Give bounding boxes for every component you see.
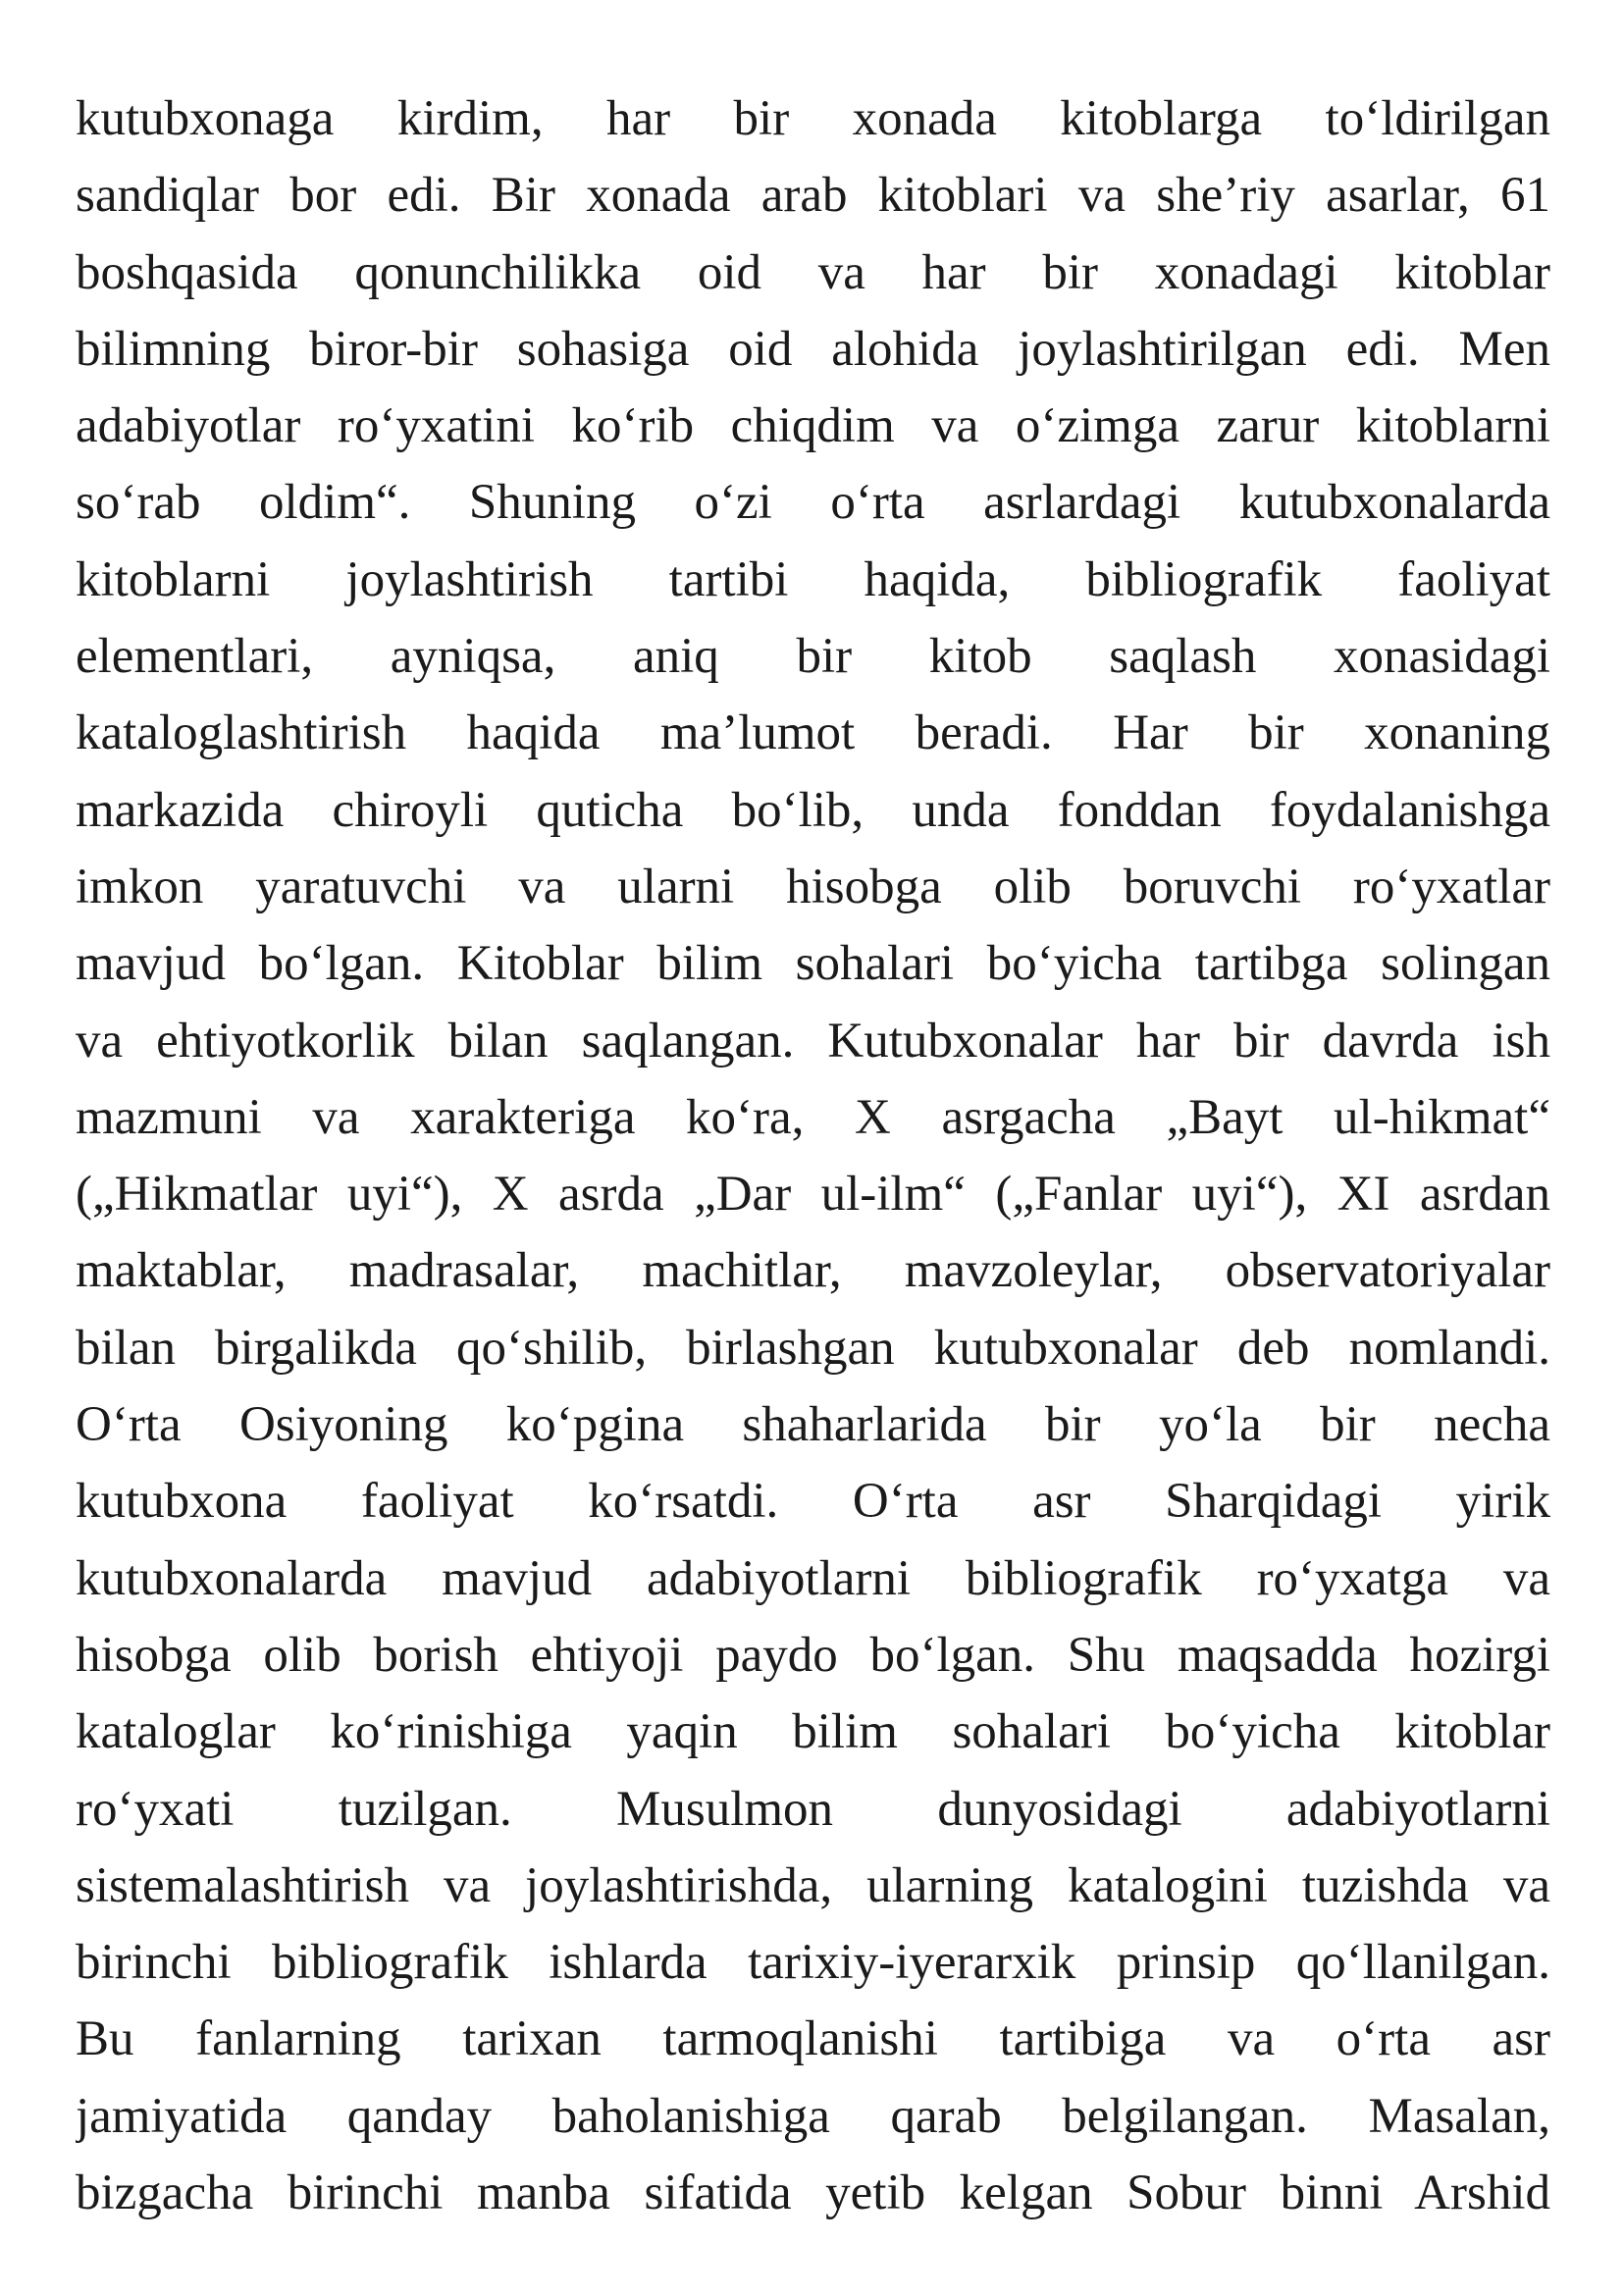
text-line: mazmuni va xarakteriga ko‘ra, X asrgacha „Bayt ul-hikmat“ xyxy=(76,1089,1550,1145)
text-line: jamiyatida qanday baholanishiga qarab belgilangan. Masalan, xyxy=(76,2088,1550,2144)
text-line: imkon yaratuvchi va ularni hisobga olib boruvchi ro‘yxatlar xyxy=(76,859,1550,914)
text-line: so‘rab oldim“. Shuning o‘zi o‘rta asrlardagi kutubxonalarda xyxy=(76,475,1550,531)
text-line: bilimning biror-bir sohasiga oid alohida joylashtirilgan edi. Men xyxy=(76,321,1550,377)
text-line: bilan birgalikda qo‘shilib, birlashgan kutubxonalar deb nomlandi. xyxy=(76,1320,1550,1376)
text-line: boshqasida qonunchilikka oid va har bir xonadagi kitoblar xyxy=(76,244,1550,300)
text-line: markazida chiroyli quticha bo‘lib, unda fonddan foydalanishga xyxy=(76,782,1550,838)
text-line: elementlari, ayniqsa, aniq bir kitob saqlash xonasidagi xyxy=(76,629,1550,685)
text-line: kutubxonaga kirdim, har bir xonada kitoblarga to‘ldirilgan xyxy=(76,91,1550,146)
text-line: („Hikmatlar uyi“), X asrda „Dar ul-ilm“ („Fanlar uyi“), XI asrdan xyxy=(76,1167,1550,1223)
text-line: O‘rta Osiyoning ko‘pgina shaharlarida bir yo‘la bir necha xyxy=(76,1397,1550,1453)
text-line: adabiyotlar ro‘yxatini ko‘rib chiqdim va o‘zimga zarur kitoblarni xyxy=(76,398,1550,454)
text-line: kitoblarni joylashtirish tartibi haqida, bibliografik faoliyat xyxy=(76,551,1550,607)
text-line: birinchi bibliografik ishlarda tarixiy-iyerarxik prinsip qo‘llanilgan. xyxy=(76,1935,1550,1991)
text-line: kataloglar ko‘rinishiga yaqin bilim sohalari bo‘yicha kitoblar xyxy=(76,1704,1550,1760)
text-line: Bu fanlarning tarixan tarmoqlanishi tartibiga va o‘rta asr xyxy=(76,2011,1550,2067)
text-line: sistemalashtirish va joylashtirishda, ularning katalogini tuzishda va xyxy=(76,1857,1550,1913)
text-line: kutubxona faoliyat ko‘rsatdi. O‘rta asr Sharqidagi yirik xyxy=(76,1474,1550,1530)
text-line: va ehtiyotkorlik bilan saqlangan. Kutubxonalar har bir davrda ish xyxy=(76,1013,1550,1069)
text-line: kataloglashtirish haqida ma’lumot beradi. Har bir xonaning xyxy=(76,705,1550,761)
text-line: kutubxonalarda mavjud adabiyotlarni bibliografik ro‘yxatga va xyxy=(76,1550,1550,1606)
text-line: mavjud bo‘lgan. Kitoblar bilim sohalari bo‘yicha tartibga solingan xyxy=(76,936,1550,992)
text-line: bizgacha birinchi manba sifatida yetib kelgan Sobur binni Arshid xyxy=(76,2165,1550,2221)
text-line: sandiqlar bor edi. Bir xonada arab kitoblari va she’riy asarlar, 61 xyxy=(76,168,1550,224)
text-line: maktablar, madrasalar, machitlar, mavzoleylar, observatoriyalar xyxy=(76,1243,1550,1299)
text-line: hisobga olib borish ehtiyoji paydo bo‘lgan. Shu maqsadda hozirgi xyxy=(76,1627,1550,1683)
document-page xyxy=(76,80,1550,2231)
text-line: ro‘yxati tuzilgan. Musulmon dunyosidagi adabiyotlarni xyxy=(76,1781,1550,1837)
